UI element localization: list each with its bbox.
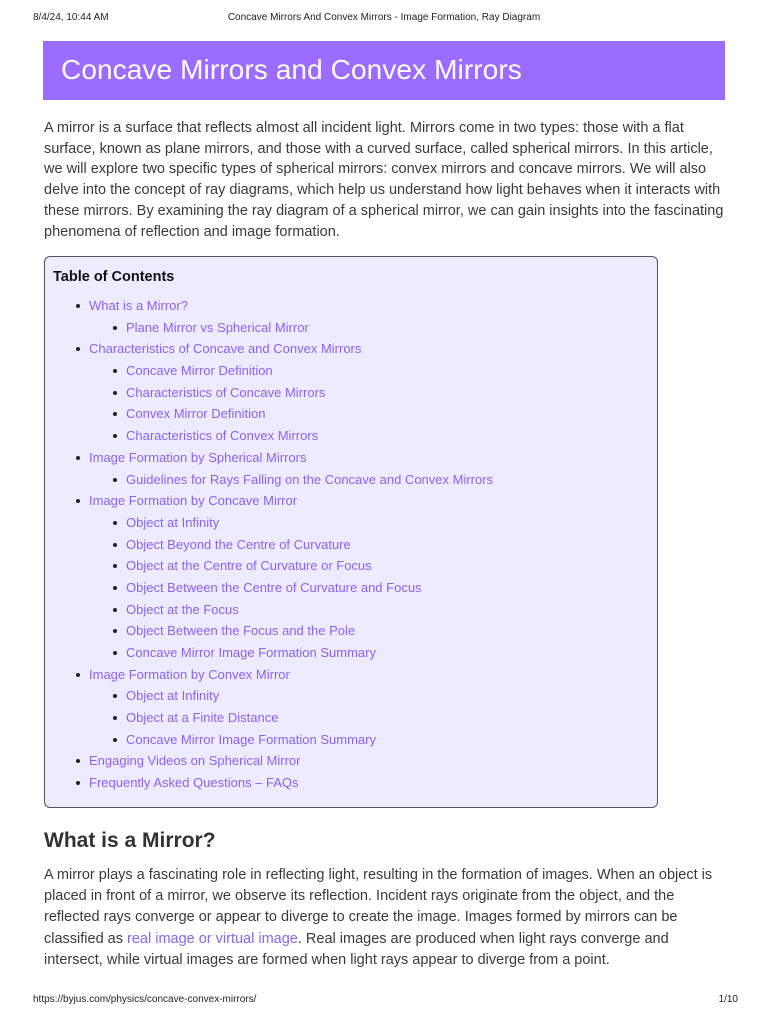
toc-item <box>45 750 657 772</box>
toc-link[interactable]: Object at the Centre of Curvature or Focus <box>126 558 372 574</box>
toc-item <box>45 360 657 382</box>
bullet-icon <box>113 521 117 525</box>
bullet-icon <box>113 716 117 720</box>
toc-link[interactable]: Object Between the Centre of Curvature and Focus <box>126 579 422 595</box>
toc-item <box>45 685 657 707</box>
print-footer <box>0 994 768 1008</box>
toc-link[interactable]: Concave Mirror Definition <box>126 363 273 379</box>
mirror-paragraph-start: A mirror plays a fascinating role in reflecting light, resulting in the formation of images. When an object is placed in front of a mirror, we observe its reflection. Incident rays originate from the object, and the reflected rays converge or appear to diverge to create the image. Images formed by mirrors can be classified as <box>44 867 713 947</box>
toc-link[interactable]: Object Between the Focus and the Pole <box>126 623 356 639</box>
toc-item <box>45 447 657 469</box>
table-of-contents <box>44 256 658 808</box>
toc-item <box>45 729 657 751</box>
toc-link[interactable]: Convex Mirror Definition <box>126 406 266 422</box>
bullet-icon <box>113 586 117 590</box>
bullet-icon <box>76 781 80 785</box>
mirror-paragraph <box>44 865 728 971</box>
toc-item <box>45 338 657 360</box>
toc-item <box>45 382 657 404</box>
section-heading-what-is-a-mirror: What is a Mirror? <box>44 829 216 852</box>
toc-item <box>45 534 657 556</box>
bullet-icon <box>113 412 117 416</box>
bullet-icon <box>76 347 80 351</box>
toc-link[interactable]: Plane Mirror vs Spherical Mirror <box>126 319 309 335</box>
toc-link[interactable]: Image Formation by Spherical Mirrors <box>89 449 307 465</box>
toc-item <box>45 664 657 686</box>
toc-link[interactable]: Characteristics of Concave and Convex Mirrors <box>89 341 362 357</box>
toc-item <box>45 490 657 512</box>
toc-link[interactable]: Object at a Finite Distance <box>126 710 279 726</box>
bullet-icon <box>113 543 117 547</box>
bullet-icon <box>76 759 80 763</box>
toc-item <box>45 425 657 447</box>
bullet-icon <box>113 694 117 698</box>
toc-link[interactable]: Object Beyond the Centre of Curvature <box>126 536 351 552</box>
toc-item <box>45 403 657 425</box>
bullet-icon <box>113 629 117 633</box>
bullet-icon <box>113 651 117 655</box>
print-datetime: 8/4/24, 10:44 AM <box>33 12 109 23</box>
toc-link[interactable]: Engaging Videos on Spherical Mirror <box>89 753 301 769</box>
toc-link[interactable]: Guidelines for Rays Falling on the Concave and Convex Mirrors <box>126 471 494 487</box>
bullet-icon <box>76 456 80 460</box>
bullet-icon <box>113 608 117 612</box>
toc-item <box>45 620 657 642</box>
bullet-icon <box>113 478 117 482</box>
print-url: https://byjus.com/physics/concave-convex-mirrors/ <box>33 994 257 1005</box>
toc-link[interactable]: Concave Mirror Image Formation Summary <box>126 731 376 747</box>
toc-link[interactable]: Frequently Asked Questions – FAQs <box>89 775 299 791</box>
toc-link[interactable]: Object at Infinity <box>126 688 220 704</box>
toc-item <box>45 772 657 794</box>
toc-item <box>45 642 657 664</box>
toc-link[interactable]: Image Formation by Concave Mirror <box>89 493 298 509</box>
title-banner <box>43 41 725 100</box>
print-header <box>0 12 768 26</box>
toc-item <box>45 555 657 577</box>
bullet-icon <box>76 499 80 503</box>
intro-paragraph: A mirror is a surface that reflects almost all incident light. Mirrors come in two types: those with a flat surface, known as plane mirrors, and those with a curved surface, called spherical mirrors. In this article, we will explore two specific types of spherical mirrors: convex mirrors and concave mirrors. We will also delve into the concept of ray diagrams, which help us understand how light behaves when it interacts with these mirrors. By examining the ray diagram of a spherical mirror, we can gain insights into the fascinating phenomena of reflection and image formation. <box>44 120 724 240</box>
bullet-icon <box>113 434 117 438</box>
toc-item <box>45 317 657 339</box>
toc-item <box>45 295 657 317</box>
toc-link[interactable]: Object at Infinity <box>126 514 220 530</box>
bullet-icon <box>113 564 117 568</box>
bullet-icon <box>113 326 117 330</box>
bullet-icon <box>113 369 117 373</box>
real-or-virtual-image-link[interactable]: real image or virtual image <box>127 930 298 947</box>
toc-list <box>45 295 657 794</box>
toc-link[interactable]: Object at the Focus <box>126 601 239 617</box>
bullet-icon <box>76 673 80 677</box>
toc-link[interactable]: Characteristics of Convex Mirrors <box>126 428 319 444</box>
toc-link[interactable]: Characteristics of Concave Mirrors <box>126 384 326 400</box>
toc-item <box>45 512 657 534</box>
toc-link[interactable]: Image Formation by Convex Mirror <box>89 666 290 682</box>
page-title: Concave Mirrors and Convex Mirrors <box>61 54 522 85</box>
bullet-icon <box>113 391 117 395</box>
toc-item <box>45 577 657 599</box>
toc-item <box>45 707 657 729</box>
toc-title: Table of Contents <box>53 269 175 285</box>
page-number: 1/10 <box>718 994 738 1005</box>
toc-link[interactable]: What is a Mirror? <box>89 298 188 313</box>
toc-item <box>45 469 657 491</box>
mirror-paragraph-end: . Real images are produced when light rays converge and intersect, while virtual images are formed when light rays appear to diverge from a point. <box>44 930 669 968</box>
bullet-icon <box>76 304 80 308</box>
print-doc-title: Concave Mirrors And Convex Mirrors - Image Formation, Ray Diagram <box>227 12 541 23</box>
toc-link[interactable]: Concave Mirror Image Formation Summary <box>126 645 376 660</box>
bullet-icon <box>113 738 117 742</box>
toc-item <box>45 599 657 621</box>
